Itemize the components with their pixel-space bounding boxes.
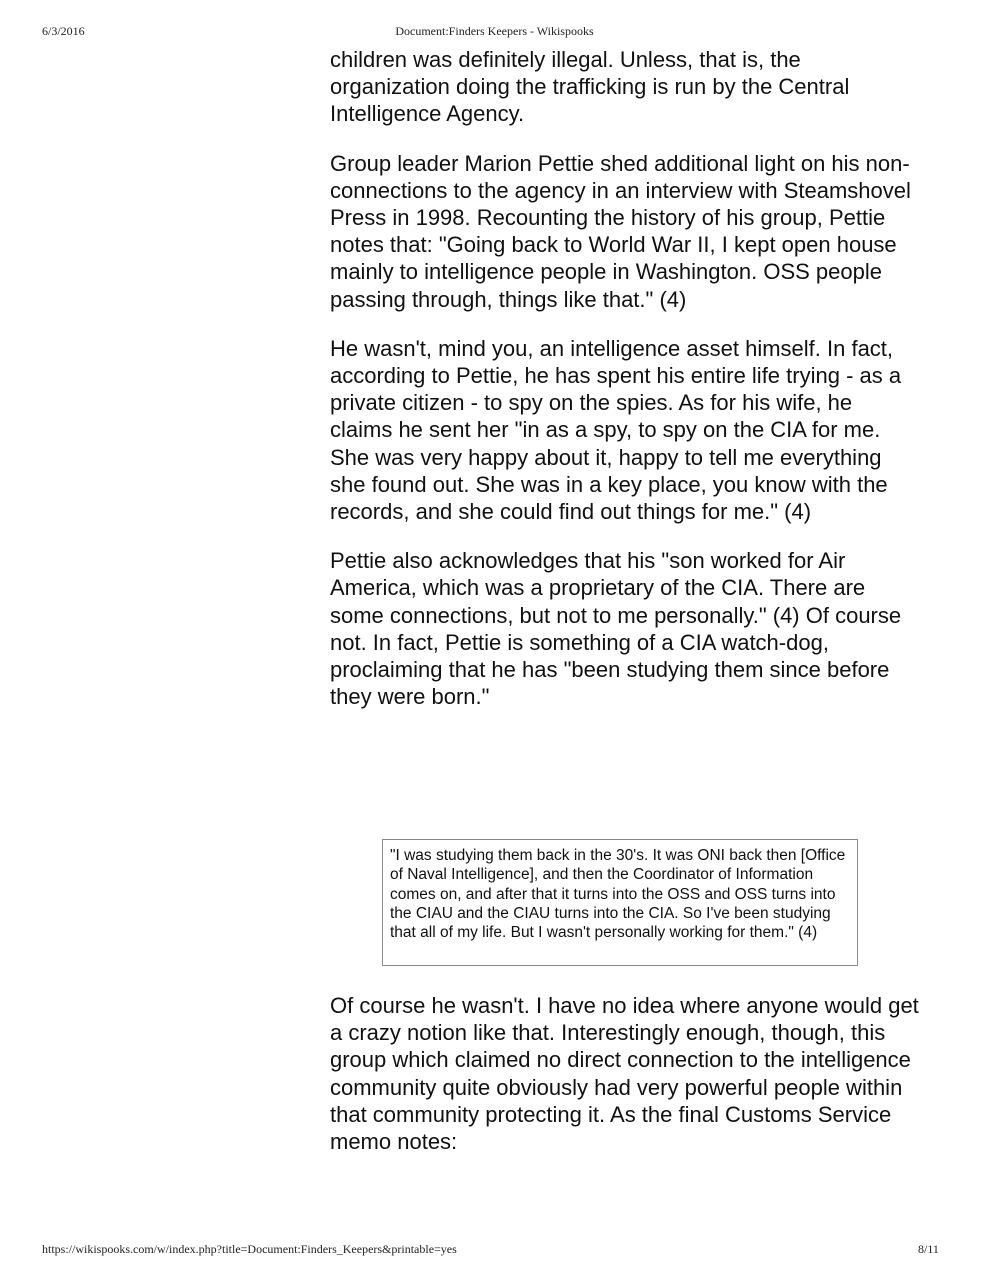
print-date: 6/3/2016 bbox=[42, 24, 85, 38]
print-page-title: Document:Finders Keepers - Wikispooks bbox=[395, 24, 594, 38]
blockquote: "I was studying them back in the 30's. It was ONI back then [Office of Naval Intelligence], and then the Coordinator of Information comes on, and after that it turns into the OSS and OSS turns into the CIAU and the CIAU turns into the CIA. So I've been studying that all of my life. But I wasn't personally working for them." (4) bbox=[382, 839, 858, 966]
print-url: https://wikispooks.com/w/index.php?title=Document:Finders_Keepers&printable=yes bbox=[42, 1242, 457, 1256]
article-paragraph: Group leader Marion Pettie shed additional light on his non-connections to the agency in an interview with Steamshovel Press in 1998. Recounting the history of his group, Pettie notes that: "Going back to World War II, I kept open house mainly to intelligence people in Washington. OSS people passing through, things like that." (4) bbox=[330, 150, 911, 312]
article-paragraph: Of course he wasn't. I have no idea where anyone would get a crazy notion like that. Interestingly enough, though, this group which claimed no direct connection to the intelligence community quite obviously had very powerful people within that community protecting it. As the final Customs Service memo notes: bbox=[330, 993, 919, 1155]
article-paragraph: Pettie also acknowledges that his "son worked for Air America, which was a proprietary of the CIA. There are some connections, but not to me personally." (4) Of course not. In fact, Pettie is something of a CIA watch-dog, proclaiming that he has "been studying them since before they were born." bbox=[330, 548, 902, 710]
article-paragraph: He wasn't, mind you, an intelligence asset himself. In fact, according to Pettie, he has spent his entire life trying - as a private citizen - to spy on the spies. As for his wife, he claims he sent her "in as a spy, to spy on the CIA for me. She was very happy about it, happy to tell me everything she found out. She was in a key place, you know with the records, and she could find out things for me." (4) bbox=[330, 335, 902, 525]
article-paragraph: children was definitely illegal. Unless, that is, the organization doing the trafficking is run by the Central Intelligence Agency. bbox=[330, 47, 850, 127]
article-body bbox=[330, 46, 920, 710]
page-number: 8/11 bbox=[918, 1242, 939, 1256]
